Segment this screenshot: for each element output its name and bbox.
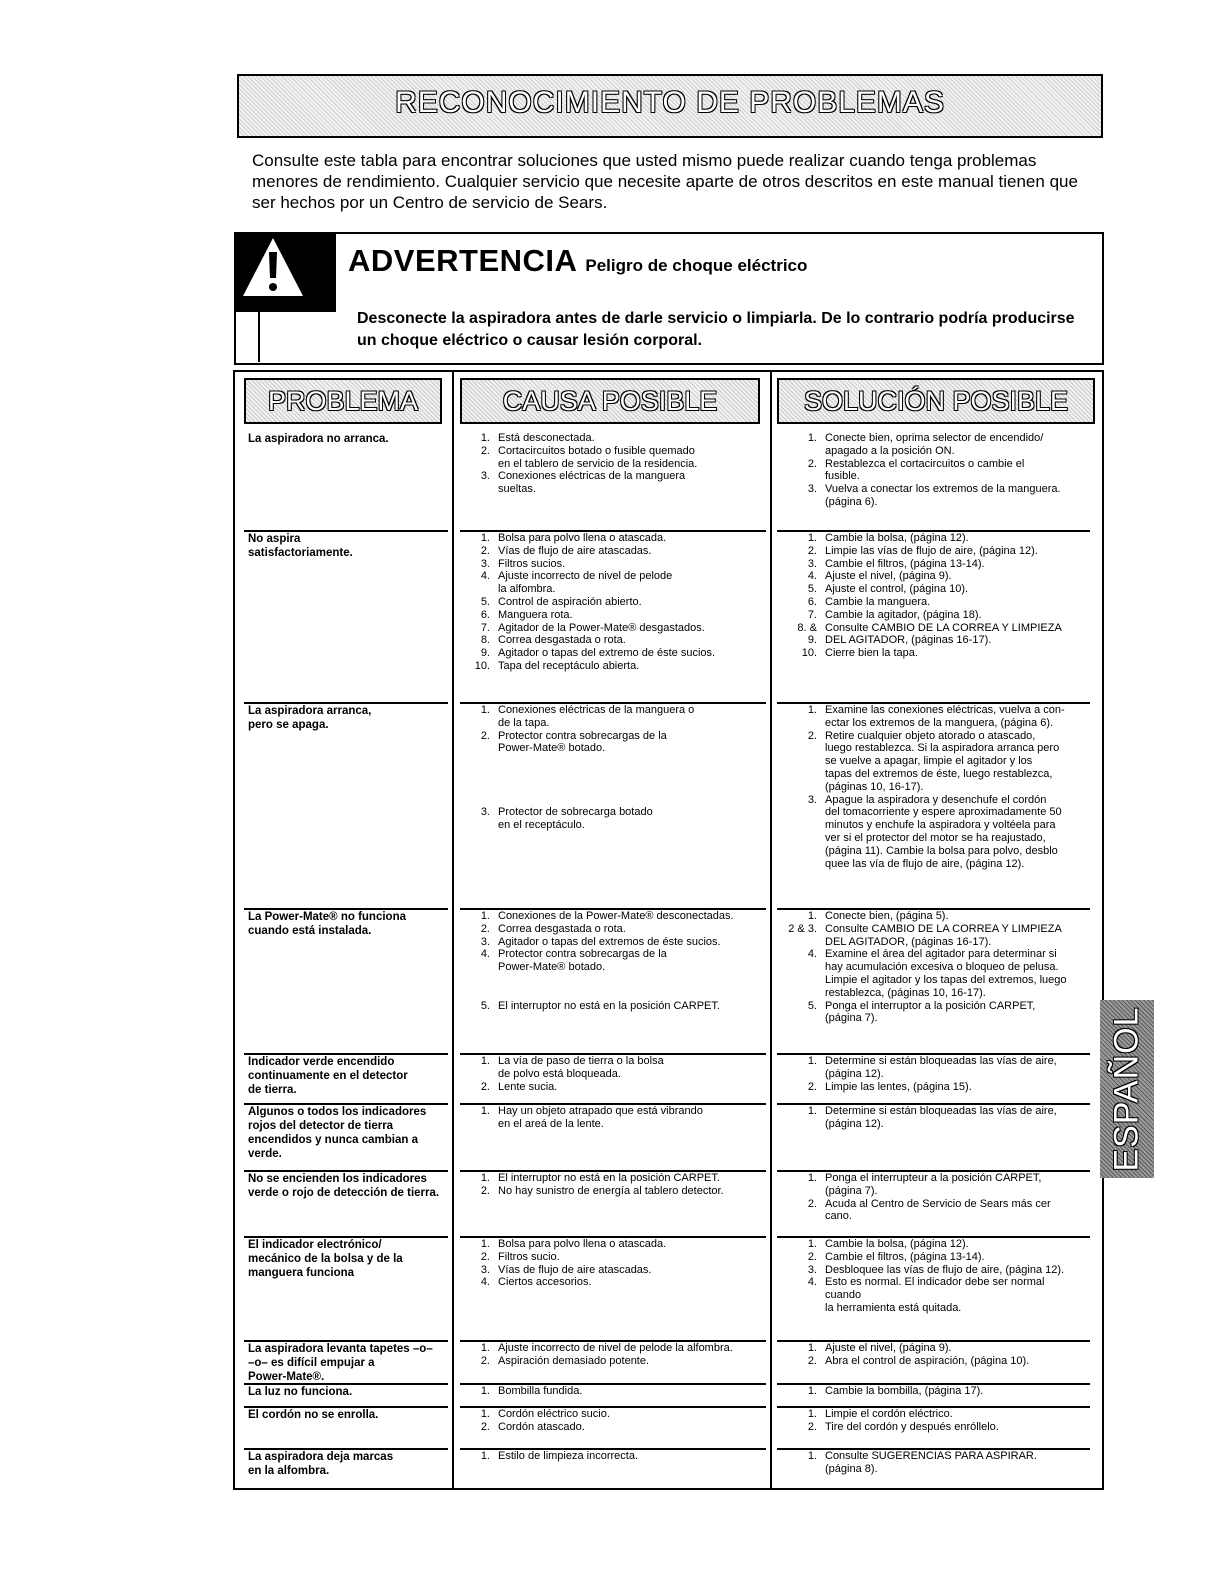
cause-list [466, 1105, 766, 1131]
cause-list-item [466, 1105, 766, 1131]
problem-cell: La aspiradora deja marcas en la alfombra. [248, 1451, 394, 1477]
solution-list-item [787, 1238, 1077, 1251]
solution-list-item [787, 948, 1077, 999]
cause-list-item [466, 1055, 766, 1081]
item-number: 2. [807, 729, 817, 742]
item-text: Conecte bien, oprima selector de encendido/ apagado a la posición ON. [825, 432, 1044, 457]
item-number: 7. [807, 608, 817, 621]
problem-cell: La aspiradora no arranca. [248, 433, 389, 445]
solution-list [787, 1408, 1077, 1434]
header-solution [777, 378, 1095, 424]
item-text: Ajuste incorrecto de nivel de pelode la alfombra. [498, 570, 673, 596]
cause-list-item [466, 1081, 766, 1094]
item-text: Consulte SUGERENCIAS PARA ASPIRAR. (página 8). [825, 1450, 1037, 1475]
cause-list-item [466, 609, 766, 622]
cause-list-item [466, 704, 766, 730]
item-text: Agitador de la Power-Mate® desgastados. [498, 621, 705, 634]
item-text: Vuelva a conectar los extremos de la manguera. (página 6). [825, 483, 1061, 508]
cause-list-item [466, 1185, 766, 1198]
problem-cell: El cordón no se enrolla. [248, 1409, 379, 1421]
item-number: 1. [480, 910, 490, 922]
item-text: Esto es normal. El indicador debe ser normal cuando la herramienta está quitada. [825, 1276, 1045, 1314]
cause-list-item [466, 1385, 766, 1398]
item-number: 5. [480, 595, 490, 608]
item-number: 1. [807, 704, 817, 716]
item-number: 2. [480, 444, 490, 457]
item-number: 2. [807, 1354, 817, 1367]
cause-list-item [466, 1251, 766, 1264]
item-number: 3. [807, 1263, 817, 1276]
item-text: Ajuste el nivel, (página 9). [825, 1342, 952, 1354]
item-number: 2. [807, 544, 817, 557]
item-text: Bolsa para polvo llena o atascada. [498, 1238, 667, 1250]
cause-list [466, 910, 766, 1012]
item-text: Correa desgastada o rota. [498, 634, 626, 647]
cause-list-item [466, 1000, 766, 1013]
solution-list-item [787, 1264, 1077, 1277]
item-text: Vías de flujo de aire atascadas. [498, 544, 652, 557]
item-text: Ajuste el nivel, (página 9). [825, 570, 952, 583]
problem-cell: La Power-Mate® no funciona cuando está instalada. [248, 911, 406, 937]
item-number: 4. [807, 1276, 817, 1289]
solution-list-item [787, 1450, 1077, 1476]
item-number: 3. [807, 557, 817, 570]
cause-list-item [466, 923, 766, 936]
item-number: 2. [480, 1250, 490, 1263]
item-number: 1. [807, 532, 817, 544]
item-text: Ciertos accesorios. [498, 1276, 592, 1289]
item-number: 3. [480, 1263, 490, 1276]
item-text: Limpie las vías de flujo de aire, (página 12). [825, 544, 1038, 557]
item-number: 2. [480, 922, 490, 935]
language-tab [1100, 1000, 1154, 1178]
solution-list-item [787, 609, 1077, 622]
problem-cell: No se encienden los indicadores verde o rojo de detección de tierra. [248, 1173, 440, 1199]
item-number: 2. [807, 1080, 817, 1093]
item-text: Retire cualquier objeto atorado o atascado, luego restablezca. Si la aspiradora arranca pero se vuelve a apagar, limpie el agitador y los tapas del extremos de éste, luego restablezca, (páginas 10, 16-17). [825, 729, 1060, 793]
item-text: Cortacircuitos botado o fusible quemado en el tablero de servicio de la residencia. [498, 444, 698, 470]
item-text: Cambie la bolsa, (página 12). [825, 532, 969, 544]
solution-list-item [787, 1385, 1077, 1398]
item-text: Filtros sucios. [498, 557, 566, 570]
item-number: 10. [801, 647, 817, 660]
problem-cell: Algunos o todos los indicadores rojos del detector de tierra encendidos y nunca cambian a verde. [248, 1106, 427, 1160]
cause-list-item [466, 1450, 766, 1463]
item-number: 5. [480, 999, 490, 1012]
solution-list-item [787, 1421, 1077, 1434]
item-text: Cierre bien la tapa. [825, 647, 918, 660]
cause-list [466, 1408, 766, 1434]
item-text: Cambie la bolsa, (página 12). [825, 1238, 969, 1250]
item-number: 2. [807, 1197, 817, 1210]
solution-list-item [787, 923, 1077, 949]
item-number: 3. [480, 470, 490, 483]
problem-cell: La luz no funciona. [248, 1386, 353, 1398]
item-number: 3. [480, 806, 490, 819]
solution-list-item [787, 545, 1077, 558]
item-number: 1. [807, 1385, 817, 1397]
cause-list-item [466, 910, 766, 923]
solution-list-item [787, 1000, 1077, 1026]
item-text: Examine las conexiones eléctricas, vuelva a con- ectar los extremos de la manguera, (página 6). [825, 704, 1065, 729]
item-text: Cambie el filtros, (página 13-14). [825, 557, 985, 570]
item-number: 2. [480, 729, 490, 742]
column-divider [770, 370, 772, 1490]
item-number: 1. [480, 1172, 490, 1184]
item-text: Manguera rota. [498, 608, 573, 621]
problem-cell: El indicador electrónico/ mecánico de la bolsa y de la manguera funciona [248, 1239, 403, 1279]
solution-list-item [787, 1251, 1077, 1264]
problem-cell: Indicador verde encendido continuamente en el detector de tierra. [248, 1056, 408, 1096]
cause-list-item [466, 622, 766, 635]
item-text: Agitador o tapas del extremo de éste sucios. [498, 647, 716, 660]
language-tab-label: ESPAÑOL [1107, 1006, 1146, 1172]
solution-list-item [787, 558, 1077, 571]
item-number: 1. [807, 1450, 817, 1462]
cause-list-item [466, 730, 766, 807]
item-text: Cordón eléctrico sucio. [498, 1408, 610, 1420]
cause-list-item [466, 1342, 766, 1355]
cause-list [466, 432, 766, 496]
item-text: Está desconectada. [498, 432, 595, 444]
item-number: 1. [480, 432, 490, 444]
intro-paragraph: Consulte este tabla para encontrar soluciones que usted mismo puede realizar cuando tenga problemas menores de rendimiento. Cualquier servicio que necesite aparte de otros descritos en este manual tienen que ser hechos por un Centro de servicio de Sears. [252, 151, 1078, 212]
cause-list [466, 1238, 766, 1289]
column-divider [452, 370, 454, 1490]
item-number: 2. [807, 457, 817, 470]
item-number: 1. [807, 1105, 817, 1117]
item-text: Cordón atascado. [498, 1420, 585, 1433]
item-number: 9. [480, 647, 490, 660]
item-number: 7. [480, 621, 490, 634]
item-text: Protector contra sobrecargas de la Power-Mate® botado. [498, 729, 667, 755]
cause-list-item [466, 647, 766, 660]
item-number: 1. [807, 1055, 817, 1067]
solution-list [787, 1172, 1077, 1223]
cause-list [466, 1055, 766, 1093]
item-text: Cambie la manguera. [825, 595, 931, 608]
item-number: 1. [807, 432, 817, 444]
solution-list-item [787, 910, 1077, 923]
cause-list-item [466, 806, 766, 832]
item-number: 5. [807, 999, 817, 1012]
solution-list-item [787, 1172, 1077, 1198]
solution-list-item [787, 794, 1077, 871]
header-problem [244, 378, 442, 424]
cause-list-item [466, 1276, 766, 1289]
item-number: 1. [480, 704, 490, 716]
warning-triangle-icon [240, 234, 306, 304]
item-number: 1. [480, 1408, 490, 1420]
item-number: 1. [480, 1385, 490, 1397]
item-text: Tapa del receptáculo abierta. [498, 659, 640, 672]
item-text: Hay un objeto atrapado que está vibrando en el areá de la lente. [498, 1105, 703, 1130]
item-number: 1. [807, 910, 817, 922]
item-number: 2. [480, 1184, 490, 1197]
cause-list-item [466, 936, 766, 949]
item-number: 3. [807, 483, 817, 496]
cause-list-item [466, 445, 766, 471]
cause-list [466, 1172, 766, 1198]
item-text: Desbloquee las vías de flujo de aire, (página 12). [825, 1263, 1065, 1276]
item-number: 2. [480, 1420, 490, 1433]
item-text: Filtros sucio. [498, 1250, 560, 1263]
item-number: 1. [480, 532, 490, 544]
item-text: Aspiración demasiado potente. [498, 1354, 650, 1367]
cause-list-item [466, 1355, 766, 1368]
item-text: Estilo de limpieza incorrecta. [498, 1450, 639, 1462]
solution-list-item [787, 1081, 1077, 1094]
cause-list-item [466, 660, 766, 673]
item-text: Ponga el interrupteur a la posición CARPET, (página 7). [825, 1172, 1042, 1197]
cause-list-item [466, 432, 766, 445]
problem-cell: No aspira satisfactoriamente. [248, 533, 353, 559]
solution-list-item [787, 647, 1077, 660]
item-number: 1. [807, 1408, 817, 1420]
solution-list-item [787, 1355, 1077, 1368]
item-text: Protector de sobrecarga botado en el receptáculo. [498, 806, 653, 832]
item-text: Restablezca el cortacircuitos o cambie el fusible. [825, 457, 1025, 483]
item-text: Vías de flujo de aire atascadas. [498, 1263, 652, 1276]
problem-cell: La aspiradora arranca, pero se apaga. [248, 705, 372, 731]
item-number: 1. [480, 1105, 490, 1117]
cause-list-item [466, 1172, 766, 1185]
solution-list-item [787, 432, 1077, 458]
solution-list-item [787, 1055, 1077, 1081]
cause-list [466, 1342, 766, 1368]
item-text: Cambie la bombilla, (página 17). [825, 1385, 984, 1397]
item-text: El interruptor no está en la posición CARPET. [498, 1172, 720, 1184]
item-text: La vía de paso de tierra o la bolsa de polvo está bloqueada. [498, 1055, 664, 1080]
item-text: Tire del cordón y después enróllelo. [825, 1420, 999, 1433]
item-text: Consulte CAMBIO DE LA CORREA Y LIMPIEZA DEL AGITADOR, (páginas 16-17). [825, 922, 1062, 948]
cause-list [466, 1385, 766, 1398]
item-number: 1. [480, 1342, 490, 1354]
item-number: 2. [807, 1250, 817, 1263]
solution-list-item [787, 570, 1077, 583]
solution-list-item [787, 596, 1077, 609]
item-text: Agitador o tapas del extremos de éste sucios. [498, 935, 721, 948]
item-text: Ponga el interruptor a la posición CARPET, (página 7). [825, 999, 1036, 1025]
solution-list [787, 532, 1077, 660]
cause-list-item [466, 634, 766, 647]
item-number: 2. [480, 1080, 490, 1093]
problem-cell: La aspiradora levanta tapetes –o– –o– es difícil empujar a Power-Mate®. [248, 1343, 433, 1383]
item-text: Correa desgastada o rota. [498, 922, 626, 935]
item-number: 4. [480, 1276, 490, 1289]
solution-list-item [787, 458, 1077, 484]
solution-list-item [787, 1105, 1077, 1131]
item-text: Control de aspiración abierto. [498, 595, 642, 608]
item-number: 2. [480, 1354, 490, 1367]
cause-list-item [466, 532, 766, 545]
item-number: 10. [474, 659, 490, 672]
item-number: 4. [807, 948, 817, 961]
cause-list-item [466, 948, 766, 999]
item-text: Examine el área del agitador para determinar si hay acumulación excesiva o bloqueo de pelusa. Limpie el agitador y los tapas del extremos, luego restablezca, (páginas 10, 16-17). [825, 948, 1067, 999]
item-text: Apague la aspiradora y desenchufe el cordón del tomacorriente y espere aproximadamente 50 minutos y enchufe la aspiradora y voltéela para ver si el protector del motor se ha reajustado, (página 11). Cambie la bolsa para polvo, desblo quee las vía de flujo de aire, (página 12). [825, 793, 1062, 870]
item-number: 8. [480, 634, 490, 647]
page-title-banner [237, 74, 1103, 138]
item-text: Ajuste incorrecto de nivel de pelode la alfombra. [498, 1342, 733, 1354]
solution-list-item [787, 483, 1077, 509]
cause-list-item [466, 1264, 766, 1277]
item-number: 3. [480, 935, 490, 948]
solution-list-item [787, 704, 1077, 730]
item-text: Consulte CAMBIO DE LA CORREA Y LIMPIEZA DEL AGITADOR, (páginas 16-17). [825, 621, 1062, 647]
item-number: 3. [807, 793, 817, 806]
solution-list [787, 910, 1077, 1025]
cause-list-item [466, 570, 766, 596]
item-text: Conexiones eléctricas de la manguera o de la tapa. [498, 704, 695, 729]
solution-list [787, 704, 1077, 870]
item-text: Bombilla fundida. [498, 1385, 583, 1397]
warning-heading: ADVERTENCIA [348, 243, 577, 278]
item-number: 1. [807, 1172, 817, 1184]
item-text: Conexiones eléctricas de la manguera sueltas. [498, 470, 686, 496]
item-text: Determine si están bloqueadas las vías de aire, (página 12). [825, 1055, 1057, 1080]
item-text: Determine si están bloqueadas las vías de aire, (página 12). [825, 1105, 1057, 1130]
solution-list [787, 432, 1077, 509]
cause-list-item [466, 545, 766, 558]
cause-list [466, 532, 766, 673]
warning-divider [258, 312, 260, 362]
cause-list-item [466, 1238, 766, 1251]
item-text: Limpie las lentes, (página 15). [825, 1080, 972, 1093]
header-cause-label: CAUSA POSIBLE [502, 386, 718, 416]
cause-list-item [466, 558, 766, 571]
item-text: Lente sucia. [498, 1080, 558, 1093]
solution-list [787, 1450, 1077, 1476]
warning-title [348, 243, 807, 279]
item-number: 4. [807, 570, 817, 583]
cause-list-item [466, 596, 766, 609]
item-number: 6. [480, 608, 490, 621]
cause-list [466, 1450, 766, 1463]
item-number: 1. [807, 1238, 817, 1250]
item-text: Ajuste el control, (página 10). [825, 583, 969, 596]
solution-list-item [787, 532, 1077, 545]
item-text: Conecte bien, (página 5). [825, 910, 949, 922]
solution-list-item [787, 1342, 1077, 1355]
solution-list-item [787, 1408, 1077, 1421]
cause-list-item [466, 1408, 766, 1421]
item-number: 5. [807, 583, 817, 596]
solution-list-item [787, 1198, 1077, 1224]
item-text: Abra el control de aspiración, (página 10). [825, 1354, 1030, 1367]
warning-text: Desconecte la aspiradora antes de darle servicio o limpiarla. De lo contrario podría producirse un choque eléctrico o causar lesión corporal. [357, 310, 1075, 349]
solution-list-item [787, 730, 1077, 794]
item-number: 1. [480, 1055, 490, 1067]
item-number: 8. & 9. [797, 621, 817, 647]
solution-list-item [787, 583, 1077, 596]
item-number: 1. [480, 1238, 490, 1250]
solution-list-item [787, 1276, 1077, 1314]
item-text: Cambie el filtros, (página 13-14). [825, 1250, 985, 1263]
item-text: Protector contra sobrecargas de la Power-Mate® botado. [498, 948, 667, 974]
solution-list-item [787, 622, 1077, 648]
item-text: Limpie el cordón eléctrico. [825, 1408, 953, 1420]
cause-list [466, 704, 766, 832]
item-text: Acuda al Centro de Servicio de Sears más cer cano. [825, 1197, 1051, 1223]
item-number: 2 & 3. [788, 922, 817, 935]
solution-list [787, 1055, 1077, 1093]
item-number: 4. [480, 570, 490, 583]
header-solution-label: SOLUCIÓN POSIBLE [803, 386, 1069, 416]
item-number: 3. [480, 557, 490, 570]
header-cause [460, 378, 760, 424]
item-text: Bolsa para polvo llena o atascada. [498, 532, 667, 544]
solution-list [787, 1385, 1077, 1398]
item-text: El interruptor no está en la posición CARPET. [498, 999, 720, 1012]
item-number: 4. [480, 948, 490, 961]
item-text: Conexiones de la Power-Mate® desconectadas. [498, 910, 734, 922]
item-number: 1. [807, 1342, 817, 1354]
item-number: 2. [807, 1420, 817, 1433]
header-problem-label: PROBLEMA [267, 386, 419, 416]
item-text: No hay sunistro de energía al tablero detector. [498, 1184, 724, 1197]
cause-list-item [466, 470, 766, 496]
solution-list [787, 1105, 1077, 1131]
solution-list [787, 1342, 1077, 1368]
item-number: 1. [480, 1450, 490, 1462]
item-text: Cambie la agitador, (página 18). [825, 608, 982, 621]
cause-list-item [466, 1421, 766, 1434]
item-number: 2. [480, 544, 490, 557]
warning-subtitle: Peligro de choque eléctrico [585, 256, 808, 275]
solution-list [787, 1238, 1077, 1315]
page-title: RECONOCIMIENTO DE PROBLEMAS [395, 86, 945, 119]
item-number: 6. [807, 595, 817, 608]
